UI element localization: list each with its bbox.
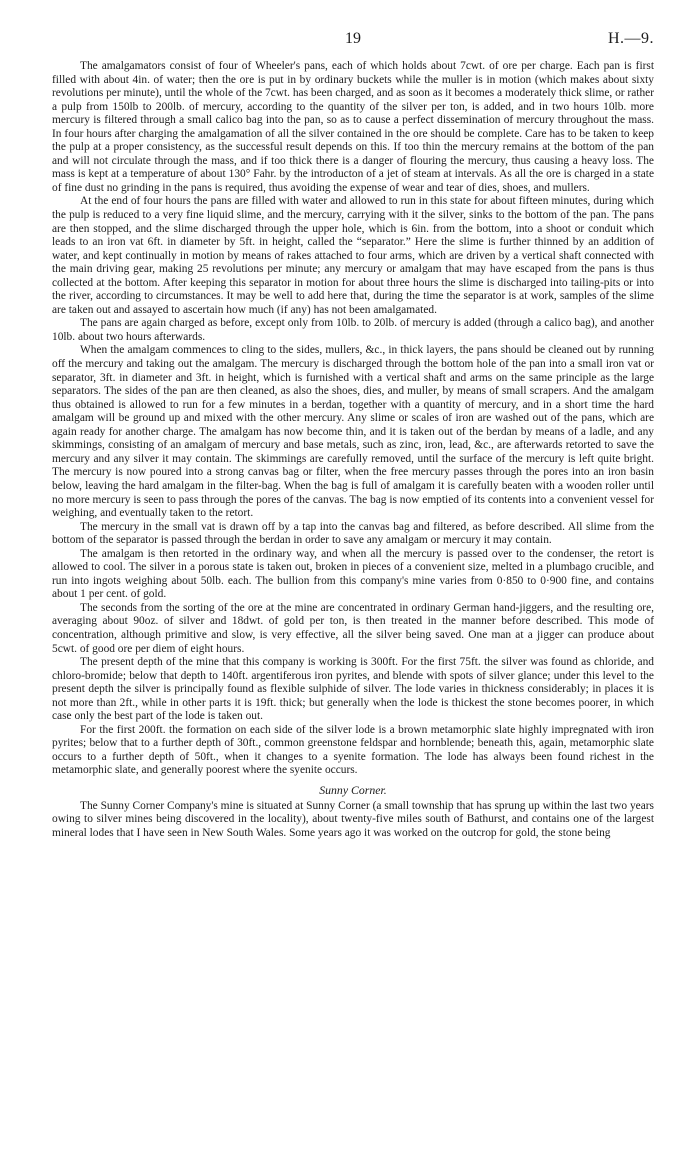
paragraph: The amalgam is then retorted in the ordinary way, and when all the mercury is passed over to the condenser, the retort is allowed to cool. The silver in a porous state is taken out, broken in pieces of a convenient size, melted in a plumbago crucible, and run into ingots weighing about 50lb. each. The bullion from this company's mine varies from 0·850 to 0·900 fine, and contains about 1 per cent. of gold.: [52, 547, 654, 601]
paragraph: The pans are again charged as before, except only from 10lb. to 20lb. of mercury is added (through a calico bag), and another 10lb. about two hours afterwards.: [52, 317, 654, 343]
paragraph: The Sunny Corner Company's mine is situated at Sunny Corner (a small township that has sprung up within the last two years owing to silver mines being discovered in the locality), about twenty-five miles south of Bathurst, and contains one of the largest mineral lodes that I have seen in New South Wales. Some years ago it was worked on the outcrop for gold, the stone being: [52, 799, 654, 839]
paragraph: The present depth of the mine that this company is working is 300ft. For the first 75ft. the silver was found as chloride, and chloro-bromide; below that depth to 140ft. argentiferous iron pyrites, and blende with spots of silver glance; under this level to the present depth the silver is principally found as flexible sulphide of silver. The lode varies in thickness considerably; in places it is not more than 2ft., while in other parts it is 19ft. thick; but generally when the lode is thickest the stone becomes poorer, in which case only the best part of the lode is taken out.: [52, 656, 654, 723]
document-reference: H.—9.: [607, 30, 654, 47]
paragraph: The amalgamators consist of four of Wheeler's pans, each of which holds about 7cwt. of ore per charge. Each pan is first filled with about 4in. of water; then the ore is put in by ordinary buckets while the muller is in motion (which makes about sixty revolutions per minute), until the whole of the 7cwt. has been charged, and as soon as it becomes a moderately thick slime, or rather a pulp from 150lb to 200lb. of mercury, according to the quantity of the silver per ton, is added, and in two hours 10lb. more mercury is filtered through a small calico bag into the pan, so as to cause a perfect dissemination of mercury throughout the mass. In four hours after charging the amalgamation of all the silver contained in the ore should be complete. Care has to be taken to keep the pulp at a proper consistency, as the successful result depends on this. If too thin the mercury remains at the bottom of the pan and will not circulate through the mass, and if too thick there is a danger of flouring the mercury, thus causing a heavy loss. The mass is kept at a temperature of about 130° Fahr. by the introducton of a jet of steam at intervals. As all the ore is charged in a state of fine dust no grinding in the pans is required, thus avoiding the expense of wear and tear of dies, shoes, and mullers.: [52, 60, 654, 194]
paragraph: The seconds from the sorting of the ore at the mine are concentrated in ordinary German hand-jiggers, and the resulting ore, averaging about 90oz. of silver and 18dwt. of gold per ton, is then treated in the manner before described. This mode of concentration, although primitive and slow, is very effective, all the silver being saved. One man at a jigger can produce about 5cwt. of good ore per diem of eight hours.: [52, 601, 654, 655]
paragraph: At the end of four hours the pans are filled with water and allowed to run in this state for about fifteen minutes, during which the pulp is reduced to a very fine liquid slime, and the mercury, carrying with it the silver, sinks to the bottom of the pan. The pans are then stopped, and the slime discharged through the upper hole, which is 6in. from the bottom, into a shoot or conduit which leads to an iron vat 6ft. in diameter by 5ft. in height, called the “separator.” Here the slime is further thinned by an addition of water, and kept continually in motion by means of rakes attached to four arms, which are driven by a vertical shaft connected with the main driving gear, making 25 revolutions per minute; any mercury or amalgam that may have escaped from the pans is thus collected at the bottom. After keeping this separator in motion for about three hours the slime is discharged into tailing-pits or into the river, according to circumstances. It may be well to add here that, during the time the separator is at work, samples of the slime are taken out and assayed to ascertain how much (if any) has not been amalgamated.: [52, 195, 654, 316]
paragraph: The mercury in the small vat is drawn off by a tap into the canvas bag and filtered, as before described. All slime from the bottom of the separator is passed through the berdan in order to save any amalgam or mercury it may contain.: [52, 520, 654, 547]
paragraph: For the first 200ft. the formation on each side of the silver lode is a brown metamorphic slate highly impregnated with iron pyrites; below that to a further depth of 30ft., common greenstone feldspar and hornblende; beneath this, again, metamorphic slate occurs to a further depth of 50ft., when it changes to a syenite formation. The lode has always been found richest in the metamorphic slate, and generally poorest where the syenite occurs.: [52, 723, 654, 777]
section-title: Sunny Corner.: [319, 782, 387, 797]
page-number: 19: [345, 30, 361, 47]
page-header: [52, 30, 654, 60]
paragraph: When the amalgam commences to cling to the sides, mullers, &c., in thick layers, the pans should be cleaned out by running off the mercury and taking out the amalgam. The mercury is discharged through the bottom hole of the pan into a small iron vat or separator, 3ft. in diameter and 3ft. in height, which is furnished with a vertical shaft and arms on the same principle as the large separators. The sides of the pan are then cleaned, as also the shoes, dies, and muller, by means of small scrapers. And the amalgam thus obtained is allowed to run for a few minutes in a berdan, together with a quantity of mercury, and in a short time the hard amalgam will be ground up and mixed with the other mercury. Any slime or scales of iron are washed out of the pans, which are again ready for another charge. The amalgam has now become thin, and it is taken out of the berdan by means of a ladle, and any skimmings, consisting of an amalgam of mercury and base metals, such as zinc, iron, lead, &c., are afterwards retorted to save the mercury and any silver it may contain. The skimmings are carefully removed, until the surface of the mercury is left quite bright. The mercury is now poured into a strong canvas bag or filter, when the free mercury passes through the pores into an iron basin below, leaving the hard amalgam in the filter-bag. When the bag is full of amalgam it is carefully beaten with a wooden roller until no more mercury is seen to pass through the pores of the canvas. The bag is now emptied of its contents into a convenient vessel for weighing, and eventually taken to the retort.: [52, 344, 654, 520]
body-text: [52, 60, 654, 840]
